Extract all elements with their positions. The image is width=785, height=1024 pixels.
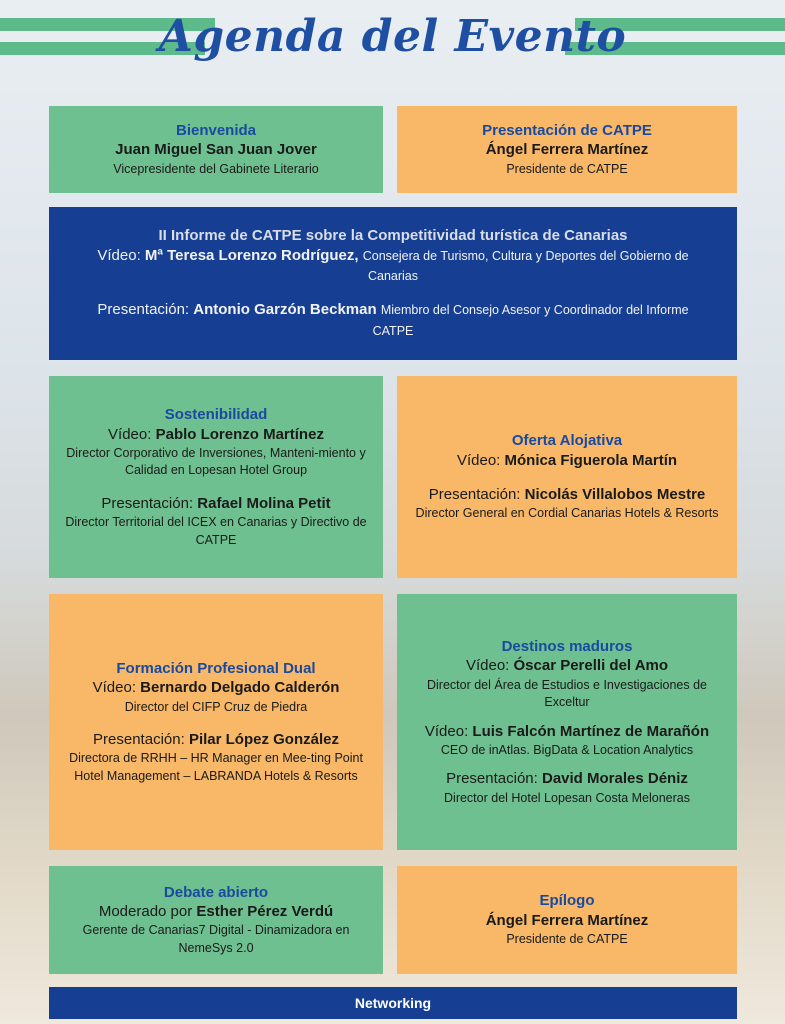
page-title: Agenda del Evento xyxy=(158,11,627,62)
session-bienvenida xyxy=(49,106,383,193)
speaker-name: Luis Falcón Martínez de Marañón xyxy=(472,722,710,740)
presentation-prefix: Presentación: xyxy=(93,731,185,748)
presentation-line xyxy=(59,730,373,750)
video-line xyxy=(407,656,727,676)
session-heading: Presentación de CATPE xyxy=(482,121,652,139)
video-prefix: Vídeo: xyxy=(456,451,501,469)
speaker-role: Director Corporativo de Inversiones, Manteni-miento y Calidad en Lopesan Hotel Group xyxy=(66,445,366,478)
session-networking: Networking xyxy=(49,987,737,1019)
video-line xyxy=(59,678,373,698)
presentation-line xyxy=(79,300,707,341)
session-heading: Oferta Alojativa xyxy=(511,432,623,450)
speaker-role: Consejera de Turismo, Cultura y Deportes del Gobierno de Canarias xyxy=(362,248,689,283)
speaker-role: Miembro del Consejo Asesor y Coordinador del Informe CATPE xyxy=(372,303,689,338)
video-line xyxy=(407,722,727,742)
session-heading: Destinos maduros xyxy=(501,637,633,655)
session-destinos-maduros xyxy=(397,594,737,850)
spacer xyxy=(59,480,373,494)
speaker-name: Pilar López González xyxy=(188,731,339,748)
speaker-role: CEO de inAtlas. BigData & Location Analytics xyxy=(440,742,694,757)
session-heading: Formación Profesional Dual xyxy=(116,659,316,677)
video-prefix: Vídeo: xyxy=(108,425,152,443)
presentation-line xyxy=(407,769,727,789)
spacer xyxy=(79,286,707,300)
session-epilogo xyxy=(397,866,737,974)
spacer xyxy=(407,712,727,722)
speaker-name: Nicolás Villalobos Mestre xyxy=(524,486,706,503)
presentation-prefix: Presentación: xyxy=(97,301,190,319)
presentation-prefix: Presentación: xyxy=(446,770,538,788)
speaker-name: Pablo Lorenzo Martínez xyxy=(155,425,324,443)
speaker-name: Ángel Ferrera Martínez xyxy=(485,141,649,159)
speaker-role: Gerente de Canarias7 Digital - Dinamizadora en NemeSys 2.0 xyxy=(82,923,350,955)
speaker-name: Rafael Molina Petit xyxy=(197,494,331,512)
speaker-name: Esther Pérez Verdú xyxy=(196,903,334,921)
session-informe xyxy=(49,207,737,360)
speaker-role: Director del CIFP Cruz de Piedra xyxy=(124,699,308,714)
speaker-role: Director del Hotel Lopesan Costa Meloneras xyxy=(444,790,690,805)
spacer xyxy=(407,471,727,485)
moderator-line xyxy=(59,902,373,922)
spacer xyxy=(59,716,373,730)
speaker-name: Antonio Garzón Beckman xyxy=(193,301,377,319)
video-prefix: Vídeo: xyxy=(424,722,469,740)
presentation-line xyxy=(407,485,727,505)
session-sostenibilidad xyxy=(49,376,383,578)
speaker-role: Presidente de CATPE xyxy=(506,161,628,176)
speaker-role: Directora de RRHH – HR Manager en Mee-ting Point Hotel Management – LABRANDA Hotels & Resorts xyxy=(69,751,363,783)
video-line xyxy=(59,425,373,445)
session-heading: Epílogo xyxy=(539,892,595,910)
spacer xyxy=(407,759,727,769)
session-debate-abierto xyxy=(49,866,383,974)
speaker-role: Presidente de CATPE xyxy=(506,932,628,947)
speaker-name: Bernardo Delgado Calderón xyxy=(140,679,340,697)
speaker-name: Juan Miguel San Juan Jover xyxy=(115,141,317,159)
session-oferta-alojativa xyxy=(397,376,737,578)
speaker-role: Director General en Cordial Canarias Hotels & Resorts xyxy=(415,506,719,521)
speaker-role: Director del Área de Estudios e Investigaciones de Exceltur xyxy=(426,677,708,710)
session-heading: II Informe de CATPE sobre la Competitividad turística de Canarias xyxy=(158,227,628,245)
presentation-prefix: Presentación: xyxy=(101,494,194,512)
moderator-prefix: Moderado por xyxy=(98,903,193,921)
video-line xyxy=(79,246,707,287)
speaker-name: Óscar Perelli del Amo xyxy=(513,657,669,675)
presentation-prefix: Presentación: xyxy=(428,486,521,503)
speaker-name: Mª Teresa Lorenzo Rodríguez, xyxy=(144,246,359,264)
session-presentacion-catpe xyxy=(397,106,737,193)
speaker-name: Mónica Figuerola Martín xyxy=(504,451,678,469)
session-heading: Debate abierto xyxy=(163,883,269,901)
speaker-role: Vicepresidente del Gabinete Literario xyxy=(113,161,319,176)
speaker-name: David Morales Déniz xyxy=(542,770,688,788)
session-formacion-dual xyxy=(49,594,383,850)
video-prefix: Vídeo: xyxy=(97,246,141,264)
video-prefix: Vídeo: xyxy=(92,679,136,697)
presentation-line xyxy=(59,494,373,514)
video-line xyxy=(407,451,727,471)
session-heading: Bienvenida xyxy=(175,121,257,139)
video-prefix: Vídeo: xyxy=(465,657,510,675)
speaker-name: Ángel Ferrera Martínez xyxy=(485,911,649,929)
speaker-role: Director Territorial del ICEX en Canarias y Directivo de CATPE xyxy=(65,515,367,547)
session-heading: Sostenibilidad xyxy=(164,406,268,423)
